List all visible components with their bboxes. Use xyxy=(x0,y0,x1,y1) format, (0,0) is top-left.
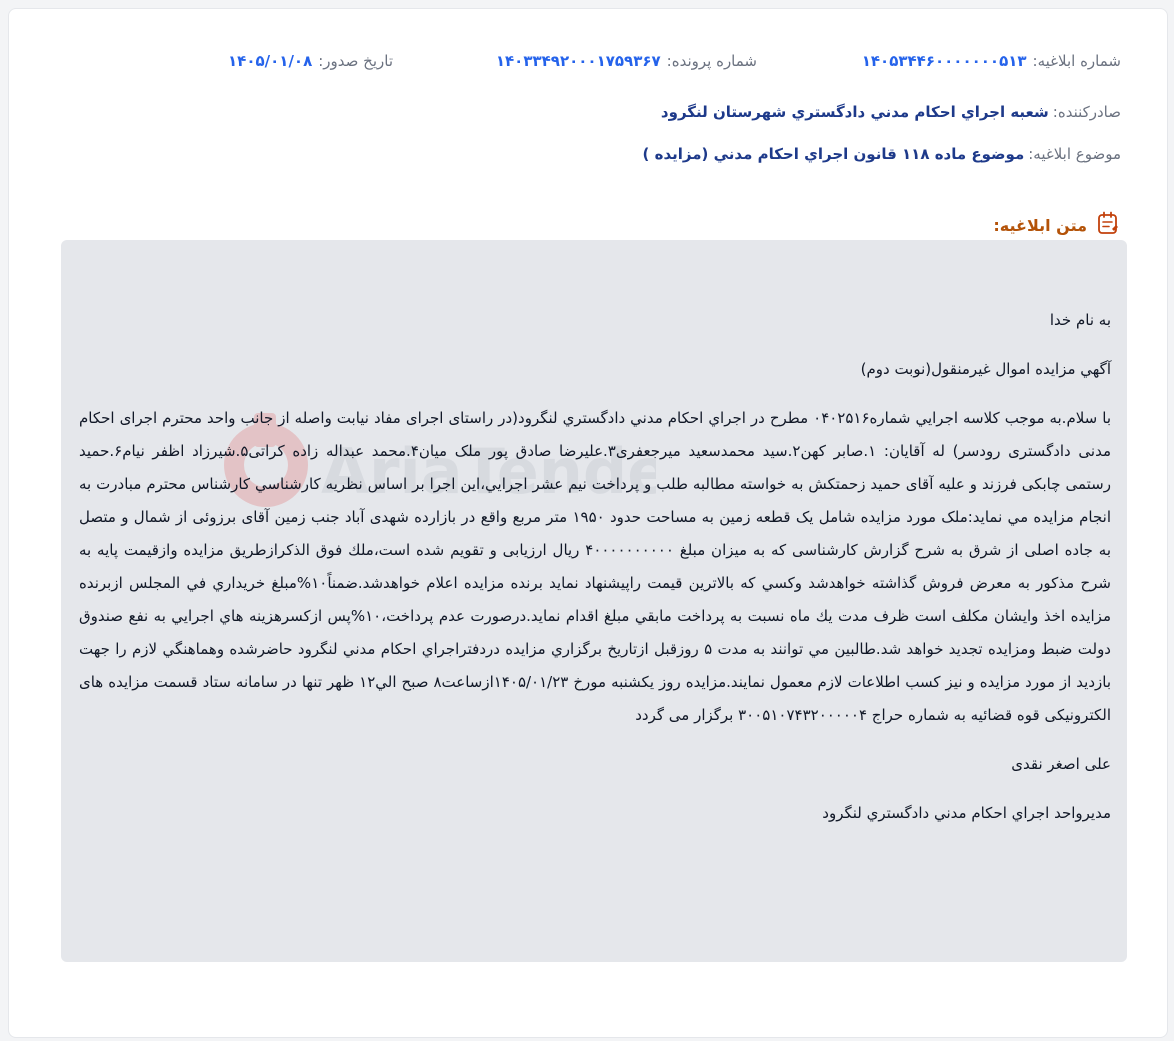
issuer-value: شعبه اجراي احکام مدني دادگستري شهرستان لنگرود xyxy=(660,103,1049,121)
notice-body xyxy=(61,240,1127,962)
issue-date-value: ۱۴۰۵/۰۱/۰۸ xyxy=(228,52,313,70)
notepad-icon xyxy=(1095,210,1121,240)
section-title-text: متن ابلاغيه: xyxy=(993,215,1087,235)
notice-number-value: ۱۴۰۵۳۴۴۶۰۰۰۰۰۰۰۵۱۳ xyxy=(861,52,1027,70)
issue-date xyxy=(228,52,393,70)
issuer-label: صادرکننده: xyxy=(1052,103,1121,121)
notice-number-label: شماره ابلاغيه: xyxy=(1032,52,1121,70)
issuer-row xyxy=(55,103,1121,121)
signer-title: مديرواحد اجراي احکام مدني دادگستري لنگرود xyxy=(822,804,1111,822)
body-paragraph: با سلام.به موجب كلاسه اجرايي شماره۰۴۰۲۵۱۶ مطرح در اجراي احکام مدني دادگستري لنگرود(در راستای اجرای مفاد نیابت واصله از جانب واحد محترم اجرای احکام مدنی دادگستری رودسر) له آقایان: ۱.صابر کهن۲.سید محمدسعید میرجعفری۳.علیرضا صادق پور ملک میان۴.محمد عبداله زاده کراتی۵.شیرزاد اظفر نیام۶.حمید رستمی چابکی فرزند و علیه آقای حمید زحمتکش به خواسته مطالبه طلب و پرداخت نیم عشر اجرايي،اين اجرا بر اساس نظريه کارشناسي کارشناس محترم مبادرت به انجام مزايده مي نمايد:ملک مورد مزایده شامل یک قطعه زمین به مساحت حدود ۱۹۵۰ متر مربع واقع در بازارده شهدی آباد جنب زمین آقای برزوئی از شمال و متصل به جاده اصلی از شرق به شرح گزارش کارشناسی که به میزان مبلغ ۴۰۰۰۰۰۰۰۰۰۰ ریال ارزیابی و تقویم شده است،ملك فوق الذكرازطريق مزايده وازقيمت پايه به شرح مذکور به معرض فروش گذاشته خواهدشد وكسي كه بالاترين قيمت راپيشنهاد نمايد برنده مزايده اعلام خواهدشد.ضمناً۱۰%مبلغ خريداري في المجلس ازبرنده مزايده اخذ وايشان مكلف است ظرف مدت يك ماه نسبت به پرداخت مابقي مبلغ اقدام نمايد.درصورت عدم پرداخت،۱۰%پس ازكسرهزينه هاي اجرايي به نفع صندوق دولت ضبط ومزايده تجديد خواهد شد.طالبين مي توانند به مدت ۵ روزقبل ازتاريخ برگزاري مزايده دردفتراجراي احكام مدني لنگرود حاضرشده وهماهنگي لازم را جهت بازديد از مورد مزايده و نيز كسب اطلاعات لازم معمول نمايند.مزايده روز یکشنبه مورخ ۱۴۰۵/۰۱/۲۳ازساعت۸ صبح الي۱۲ ظهر تنها در سامانه ستاد قسمت مزایده های الکترونیکی قوه قضائیه به شماره حراج ۳۰۰۵۱۰۷۴۳۲۰۰۰۰۰۴ برگزار می گردد xyxy=(79,409,1112,724)
notice-number xyxy=(862,52,1121,70)
case-number-value: ۱۴۰۳۳۴۹۲۰۰۰۱۷۵۹۳۶۷ xyxy=(495,52,661,70)
subject-value: موضوع ماده ۱۱۸ قانون اجراي احكام مدني (مزايده ) xyxy=(642,145,1025,163)
section-title xyxy=(993,210,1121,240)
subject-label: موضوع ابلاغيه: xyxy=(1028,145,1121,163)
body-heading: به نام خدا xyxy=(1049,311,1111,329)
case-number-label: شماره پرونده: xyxy=(666,52,757,70)
svg-text:AriaTender.net: AriaTende xyxy=(321,435,656,508)
body-title: آگهي مزايده اموال غيرمنقول(نوبت دوم) xyxy=(860,360,1111,378)
subject-row xyxy=(55,145,1121,163)
issue-date-label: تاريخ صدور: xyxy=(318,52,393,70)
case-number xyxy=(496,52,757,70)
notice-card xyxy=(8,8,1168,1038)
signer-name: علی اصغر نقدی xyxy=(1011,755,1111,773)
